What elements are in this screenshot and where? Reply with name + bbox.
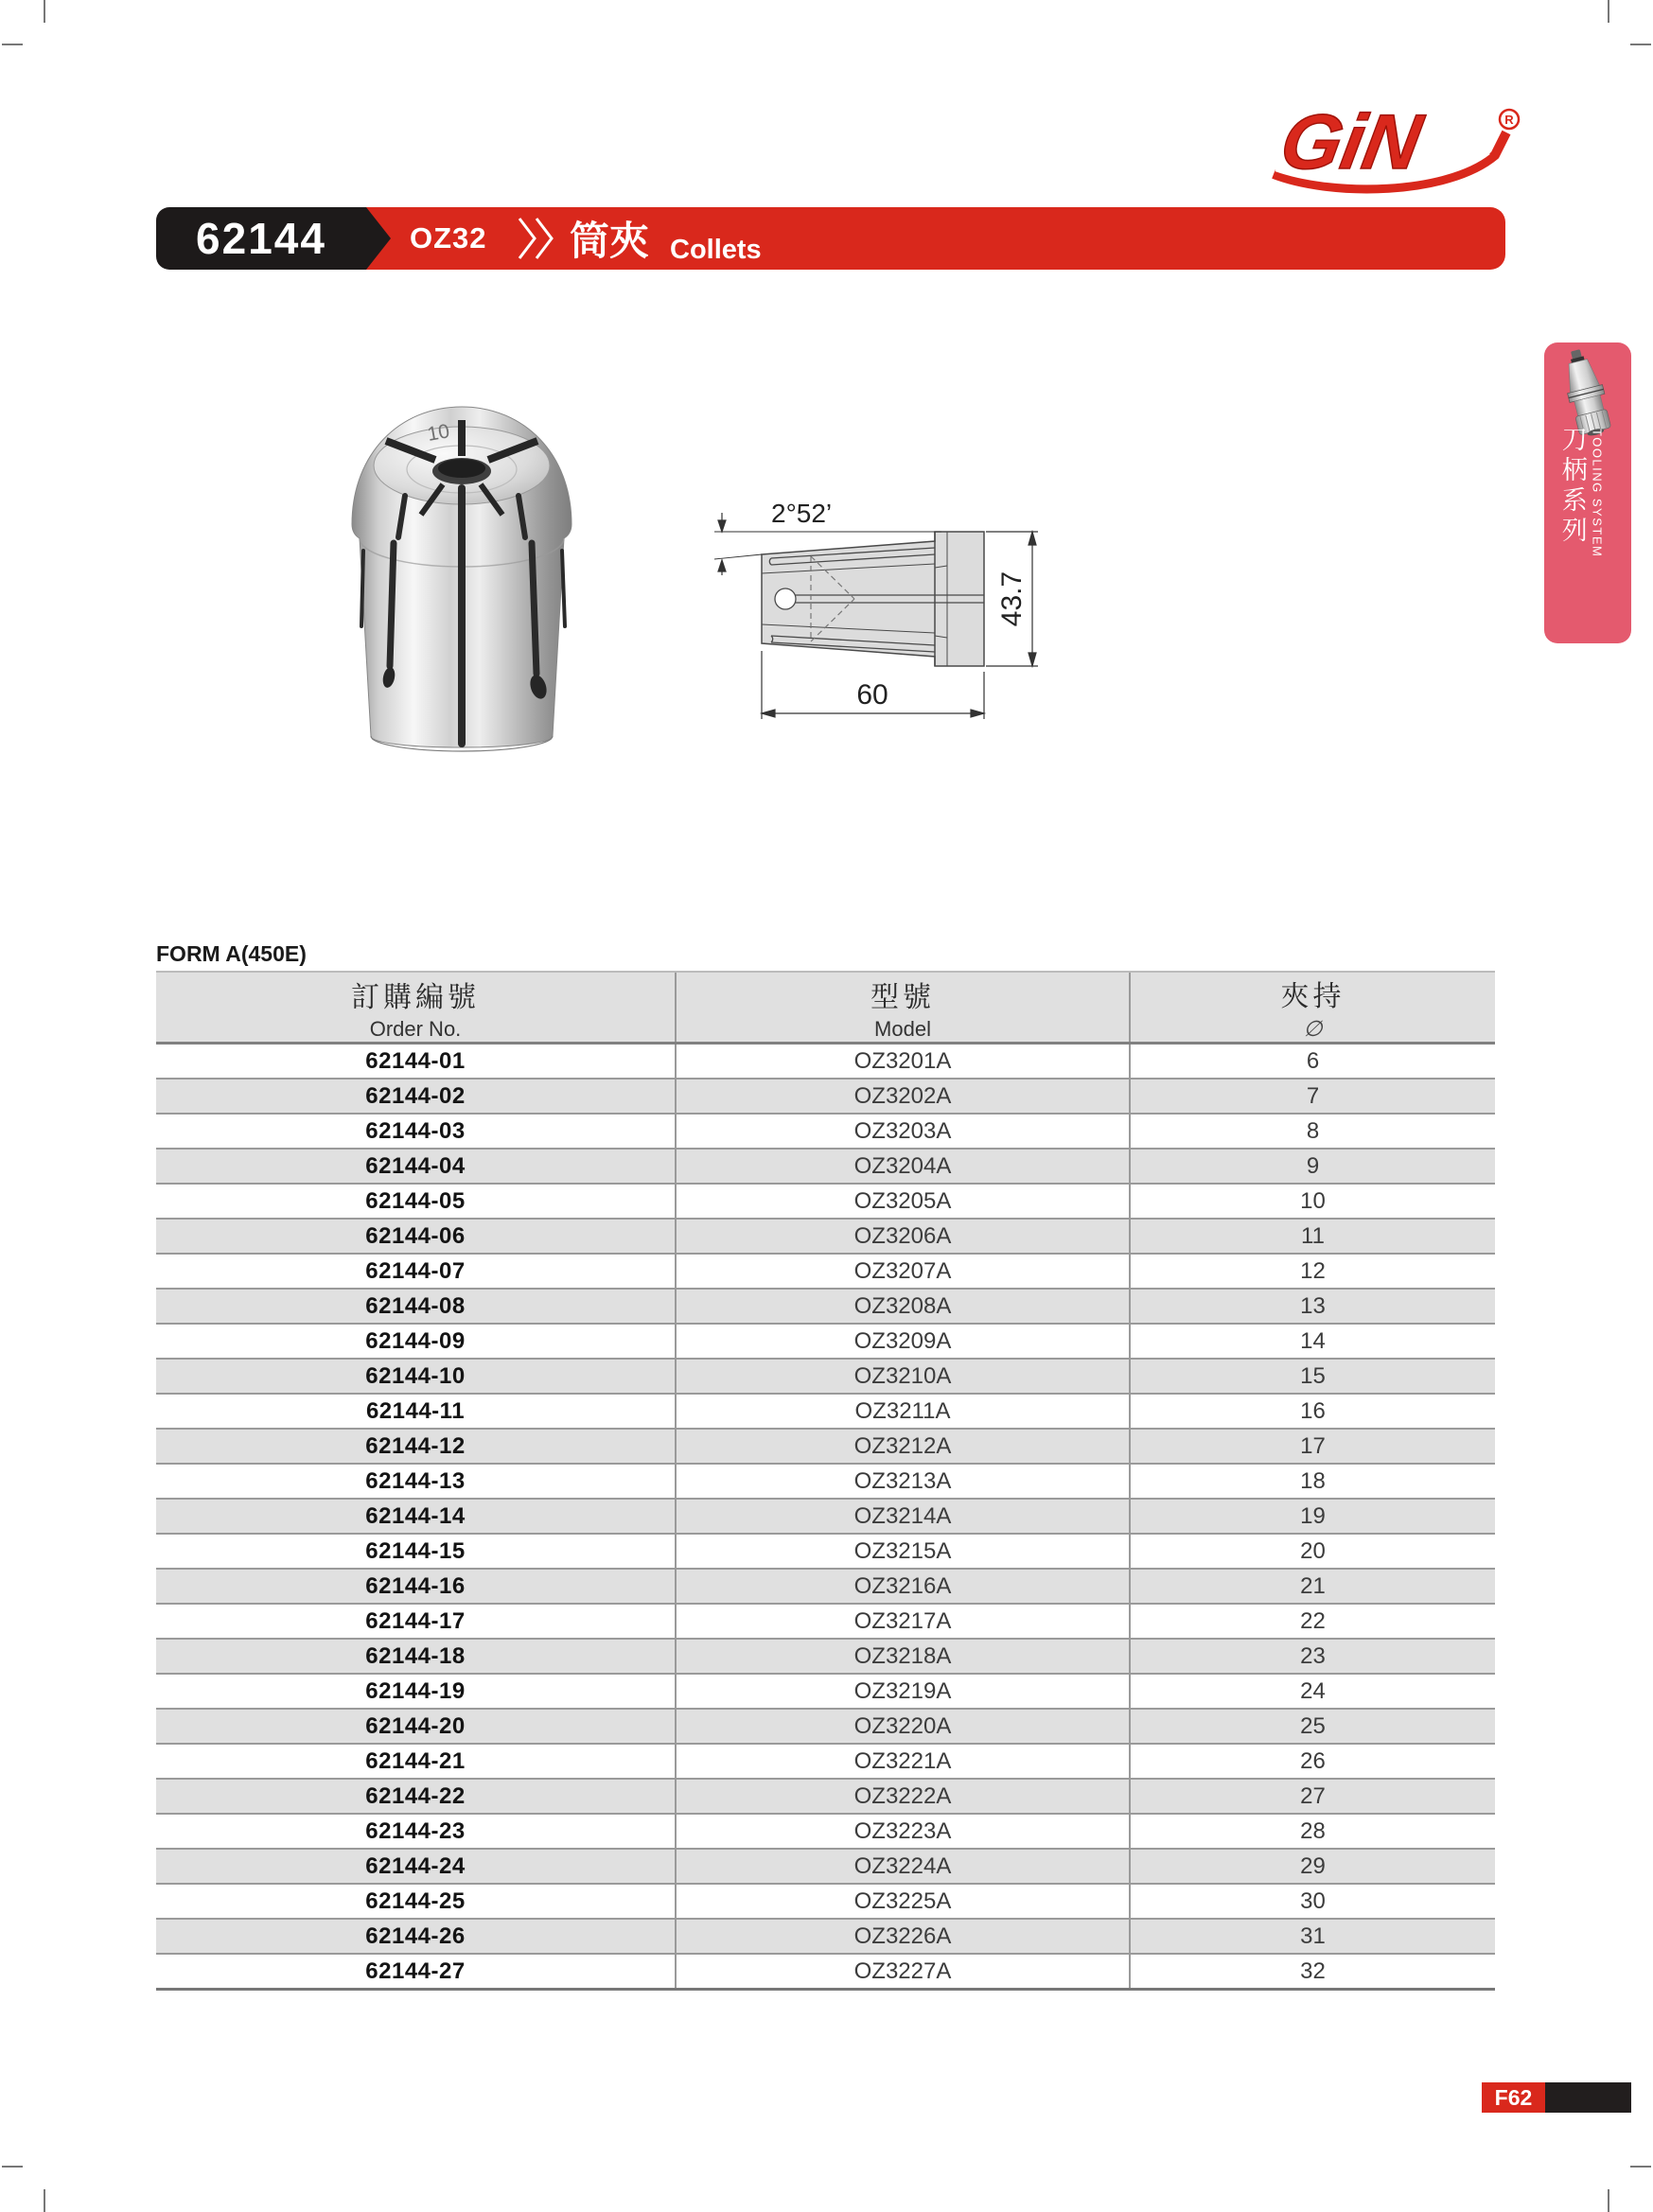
diameter-cell: 8 [1130, 1114, 1495, 1149]
table-row [156, 1919, 1495, 1954]
double-chevron-icon [517, 217, 554, 260]
table-row [156, 1569, 1495, 1604]
diameter-cell: 32 [1130, 1954, 1495, 1990]
order-cell: 62144-04 [156, 1149, 676, 1184]
table-row [156, 1184, 1495, 1219]
col-header-clamp [1130, 972, 1495, 1044]
model-cell: OZ3215A [676, 1534, 1130, 1569]
diameter-cell: 17 [1130, 1429, 1495, 1464]
model-cell: OZ3204A [676, 1149, 1130, 1184]
diameter-cell: 7 [1130, 1079, 1495, 1114]
model-cell: OZ3221A [676, 1744, 1130, 1779]
series-label: OZ32 [410, 221, 487, 255]
model-cell: OZ3222A [676, 1779, 1130, 1814]
diameter-cell: 26 [1130, 1744, 1495, 1779]
tooling-system-tab [1544, 342, 1631, 643]
table-row [156, 1044, 1495, 1080]
model-cell: OZ3205A [676, 1184, 1130, 1219]
registered-mark-letter: R [1504, 113, 1514, 127]
table-row [156, 1324, 1495, 1359]
order-cell: 62144-21 [156, 1744, 676, 1779]
diameter-cell: 31 [1130, 1919, 1495, 1954]
model-cell: OZ3212A [676, 1429, 1130, 1464]
collet-engraving: 10 [425, 420, 451, 446]
order-cell: 62144-23 [156, 1814, 676, 1849]
model-cell: OZ3203A [676, 1114, 1130, 1149]
crop-mark [1608, 0, 1609, 23]
order-cell: 62144-08 [156, 1289, 676, 1324]
collet-drawing [705, 481, 1055, 764]
order-cell: 62144-20 [156, 1709, 676, 1744]
table-row [156, 1149, 1495, 1184]
code-badge-arrow [366, 207, 391, 270]
tab-label-en: TOOLING SYSTEM [1590, 429, 1605, 558]
diameter-cell: 16 [1130, 1394, 1495, 1429]
diameter-cell: 22 [1130, 1604, 1495, 1639]
diameter-cell: 29 [1130, 1849, 1495, 1884]
diameter-cell: 30 [1130, 1884, 1495, 1919]
model-cell: OZ3225A [676, 1884, 1130, 1919]
model-cell: OZ3208A [676, 1289, 1130, 1324]
table-row [156, 1639, 1495, 1674]
diameter-cell: 11 [1130, 1219, 1495, 1254]
diameter-cell: 23 [1130, 1639, 1495, 1674]
model-cell: OZ3218A [676, 1639, 1130, 1674]
code-badge [156, 207, 366, 270]
order-cell: 62144-24 [156, 1849, 676, 1884]
model-cell: OZ3223A [676, 1814, 1130, 1849]
order-cell: 62144-14 [156, 1499, 676, 1534]
order-header-en: Order No. [369, 1016, 462, 1041]
crop-mark [44, 2189, 45, 2212]
diameter-cell: 14 [1130, 1324, 1495, 1359]
diameter-cell: 12 [1130, 1254, 1495, 1289]
dim-height: 43.7 [996, 571, 1028, 627]
model-cell: OZ3214A [676, 1499, 1130, 1534]
model-cell: OZ3207A [676, 1254, 1130, 1289]
order-cell: 62144-02 [156, 1079, 676, 1114]
gin-logo-text: GiN [1274, 97, 1429, 185]
form-label: FORM A(450E) [156, 941, 307, 966]
order-cell: 62144-06 [156, 1219, 676, 1254]
diameter-cell: 19 [1130, 1499, 1495, 1534]
order-cell: 62144-18 [156, 1639, 676, 1674]
order-cell: 62144-13 [156, 1464, 676, 1499]
model-cell: OZ3217A [676, 1604, 1130, 1639]
order-cell: 62144-05 [156, 1184, 676, 1219]
order-cell: 62144-07 [156, 1254, 676, 1289]
diameter-cell: 25 [1130, 1709, 1495, 1744]
diameter-cell: 21 [1130, 1569, 1495, 1604]
page-title-en: Collets [670, 235, 762, 265]
order-cell: 62144-03 [156, 1114, 676, 1149]
table-row [156, 1709, 1495, 1744]
collet-table [156, 971, 1495, 1991]
model-header-en: Model [874, 1016, 931, 1041]
order-cell: 62144-01 [156, 1044, 676, 1080]
page-title-zh: 筒夾 [570, 219, 650, 263]
table-row [156, 1674, 1495, 1709]
order-cell: 62144-17 [156, 1604, 676, 1639]
order-cell: 62144-15 [156, 1534, 676, 1569]
model-cell: OZ3211A [676, 1394, 1130, 1429]
model-cell: OZ3210A [676, 1359, 1130, 1394]
table-row [156, 1394, 1495, 1429]
crop-mark [2, 44, 23, 45]
order-cell: 62144-25 [156, 1884, 676, 1919]
diameter-cell: 20 [1130, 1534, 1495, 1569]
model-cell: OZ3202A [676, 1079, 1130, 1114]
model-cell: OZ3213A [676, 1464, 1130, 1499]
order-cell: 62144-12 [156, 1429, 676, 1464]
table-row [156, 1464, 1495, 1499]
model-cell: OZ3206A [676, 1219, 1130, 1254]
model-cell: OZ3226A [676, 1919, 1130, 1954]
table-row [156, 1114, 1495, 1149]
diameter-symbol: ∅ [1303, 1016, 1323, 1041]
crop-mark [1630, 2166, 1651, 2168]
table-row [156, 1079, 1495, 1114]
model-header-zh: 型號 [870, 981, 935, 1013]
model-cell: OZ3224A [676, 1849, 1130, 1884]
table-row [156, 1779, 1495, 1814]
diameter-cell: 24 [1130, 1674, 1495, 1709]
gin-logo [1247, 83, 1531, 208]
table-row [156, 1289, 1495, 1324]
order-cell: 62144-22 [156, 1779, 676, 1814]
crop-mark [2, 2166, 23, 2168]
diameter-cell: 13 [1130, 1289, 1495, 1324]
model-cell: OZ3219A [676, 1674, 1130, 1709]
diameter-cell: 18 [1130, 1464, 1495, 1499]
model-cell: OZ3220A [676, 1709, 1130, 1744]
order-cell: 62144-16 [156, 1569, 676, 1604]
collet-photo [329, 361, 594, 774]
page-number-badge: F62 [1482, 2082, 1545, 2113]
tab-label-zh: 刀柄系列 [1557, 426, 1587, 547]
table-row [156, 1884, 1495, 1919]
crop-mark [44, 0, 45, 23]
dim-length: 60 [856, 679, 888, 711]
diameter-cell: 9 [1130, 1149, 1495, 1184]
crop-mark [1630, 44, 1651, 45]
model-cell: OZ3209A [676, 1324, 1130, 1359]
clamp-header-zh: 夾持 [1280, 981, 1345, 1012]
order-header-zh: 訂購編號 [351, 981, 480, 1013]
table-header-row [156, 972, 1495, 1044]
table-row [156, 1534, 1495, 1569]
order-cell: 62144-19 [156, 1674, 676, 1709]
table-row [156, 1604, 1495, 1639]
diameter-cell: 15 [1130, 1359, 1495, 1394]
col-header-model [676, 972, 1130, 1044]
col-header-order [156, 972, 676, 1044]
table-row [156, 1744, 1495, 1779]
table-row [156, 1954, 1495, 1990]
table-row [156, 1359, 1495, 1394]
page-code: 62144 [196, 214, 326, 263]
page-number-bar [1545, 2082, 1631, 2113]
model-cell: OZ3216A [676, 1569, 1130, 1604]
collet-table-body [156, 1044, 1495, 1990]
crop-mark [1608, 2189, 1609, 2212]
order-cell: 62144-11 [156, 1394, 676, 1429]
diameter-cell: 28 [1130, 1814, 1495, 1849]
tab-text [1557, 426, 1605, 557]
order-cell: 62144-26 [156, 1919, 676, 1954]
order-cell: 62144-27 [156, 1954, 676, 1990]
model-cell: OZ3201A [676, 1044, 1130, 1080]
order-cell: 62144-10 [156, 1359, 676, 1394]
table-row [156, 1254, 1495, 1289]
table-row [156, 1814, 1495, 1849]
diameter-cell: 6 [1130, 1044, 1495, 1080]
diameter-cell: 27 [1130, 1779, 1495, 1814]
table-row [156, 1429, 1495, 1464]
model-cell: OZ3227A [676, 1954, 1130, 1990]
table-row [156, 1499, 1495, 1534]
diameter-cell: 10 [1130, 1184, 1495, 1219]
order-cell: 62144-09 [156, 1324, 676, 1359]
table-row [156, 1219, 1495, 1254]
table-row [156, 1849, 1495, 1884]
dim-angle: 2°52’ [771, 499, 833, 528]
